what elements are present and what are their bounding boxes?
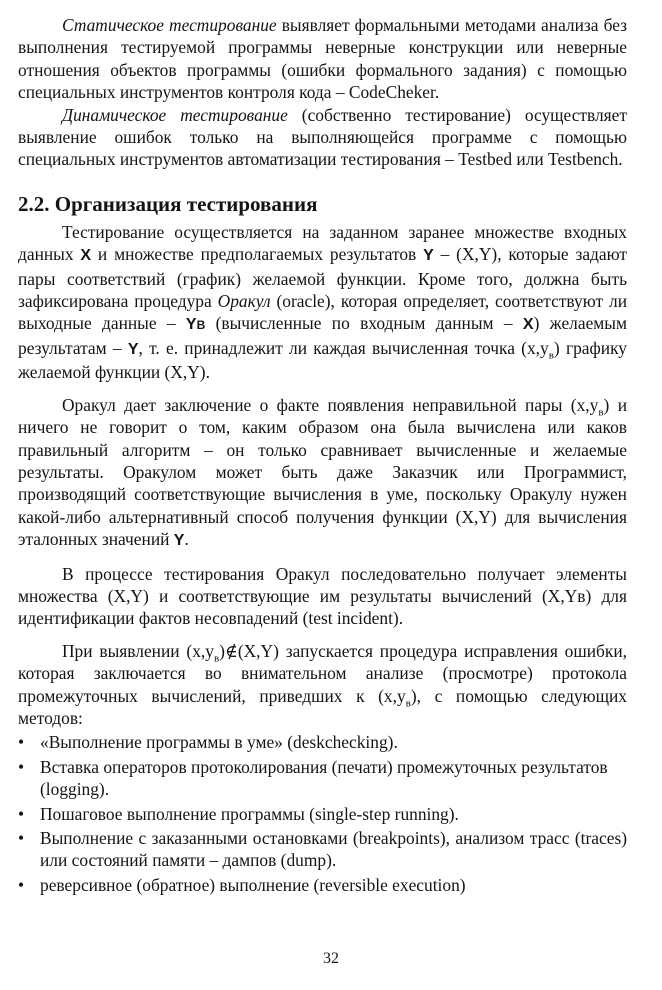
text: выявляет формальными методами анализа без выполнения тестируемой программы неверные конструкции или неверные отношения объектов программы (ошибки формального задания) с помощью специальных инструментов контроля кода – CodeCheker. xyxy=(18,15,628,103)
text: (вычисленные по входным данным – xyxy=(205,313,523,334)
symbol-y: Y xyxy=(173,532,185,550)
list-item xyxy=(18,803,627,825)
list-item-text: реверсивное (обратное) выполнение (reversible execution) xyxy=(40,874,466,895)
list-item xyxy=(18,731,627,753)
bullet-icon: • xyxy=(18,874,25,895)
term-dynamic-testing: Динамическое тестирование xyxy=(62,104,288,125)
list-item-text: «Выполнение программы в уме» (deskchecking). xyxy=(40,732,398,753)
symbol-y: Y xyxy=(185,316,197,334)
list-item-text: Пошаговое выполнение программы (single-step running). xyxy=(40,803,459,824)
text: ) и ничего не говорит о том, каким образом она была вычислена или каков правильный алгоритм – он только сравнивает вычисленные и желаемые результаты. Оракулом может быть даже Заказчик или Программист, производящий соответствующие вычисления в уме, поскольку Оракулу нужен какой-либо альтернативный способ получения функции (X,Y) для вычисления эталонных значений xyxy=(18,394,627,550)
page-number: 32 xyxy=(323,950,339,967)
paragraph-testing-organization xyxy=(18,221,627,384)
text: (oracle), которая определяет, соответствуют ли выходные данные – xyxy=(18,291,628,334)
text: и множестве предполагаемых результатов xyxy=(91,244,424,265)
text: ) графику желаемой функции (X,Y). xyxy=(18,337,627,383)
subscript: в xyxy=(598,406,604,419)
text: , т. е. принадлежит ли каждая вычисленная точка (x,y xyxy=(138,337,549,358)
list-item-text: Выполнение с заказанными остановками (breakpoints), анализом трасс (traces) или состояний памяти – дампов (dump). xyxy=(40,828,627,871)
bullet-icon: • xyxy=(18,828,25,848)
subscript: в xyxy=(548,349,554,362)
symbol-yv xyxy=(186,316,205,333)
bullet-icon: • xyxy=(18,732,25,753)
symbol-x: X xyxy=(80,247,92,265)
page-content xyxy=(18,14,627,898)
symbol-y: Y xyxy=(423,247,434,265)
paragraph-error-detection xyxy=(18,640,627,730)
symbol-x: X xyxy=(522,316,534,334)
text: . xyxy=(184,529,189,550)
text: При выявлении (x,y xyxy=(62,640,214,661)
paragraph-dynamic-testing xyxy=(18,104,627,171)
text: (собственно тестирование) осуществляет выявление ошибок только на выполняющейся программе с помощью специальных инструментов автоматизации тестирования – Testbed или Testbench. xyxy=(18,104,627,170)
list-item-text: Вставка операторов протоколирования (печати) промежуточных результатов (logging). xyxy=(40,756,608,800)
subscript: в xyxy=(213,652,220,665)
symbol-subscript: В xyxy=(196,318,206,333)
list-item xyxy=(18,874,627,896)
text: Тестирование осуществляется на заданном заранее множестве входных данных xyxy=(18,221,627,265)
paragraph-oracle-conclusion xyxy=(18,394,627,553)
text: ), с помощью следующих методов: xyxy=(18,685,627,728)
text: – (X,Y), которые задают пары соответствий (график) желаемой функции. Кроме того, должна быть зафиксирована процедура xyxy=(18,244,627,312)
bullet-icon: • xyxy=(18,803,25,824)
symbol-y: Y xyxy=(127,340,139,358)
bullet-icon: • xyxy=(18,756,25,777)
term-static-testing: Статическое тестирование xyxy=(62,15,277,35)
subscript: в xyxy=(405,697,411,710)
text: ) желаемым результатам – xyxy=(18,313,627,358)
term-oracle: Оракул xyxy=(217,291,271,312)
list-item xyxy=(18,756,627,801)
list-item xyxy=(18,827,627,872)
text: )∉(X,Y) запускается процедура исправления ошибки, которая заключается во внимательном анализе (просмотре) протокола промежуточных вычислений, приведших к (x,y xyxy=(18,640,627,706)
paragraph-static-testing xyxy=(18,14,627,104)
paragraph-testing-process: В процессе тестирования Оракул последовательно получает элементы множества (X,Y) и соответствующие им результаты вычислений (X,Yв) для идентификации фактов несовпадений (test incident). xyxy=(18,563,627,629)
text: Оракул дает заключение о факте появления неправильной пары (x,y xyxy=(62,394,599,415)
section-heading: 2.2. Организация тестирования xyxy=(18,191,318,216)
methods-list xyxy=(18,731,627,896)
